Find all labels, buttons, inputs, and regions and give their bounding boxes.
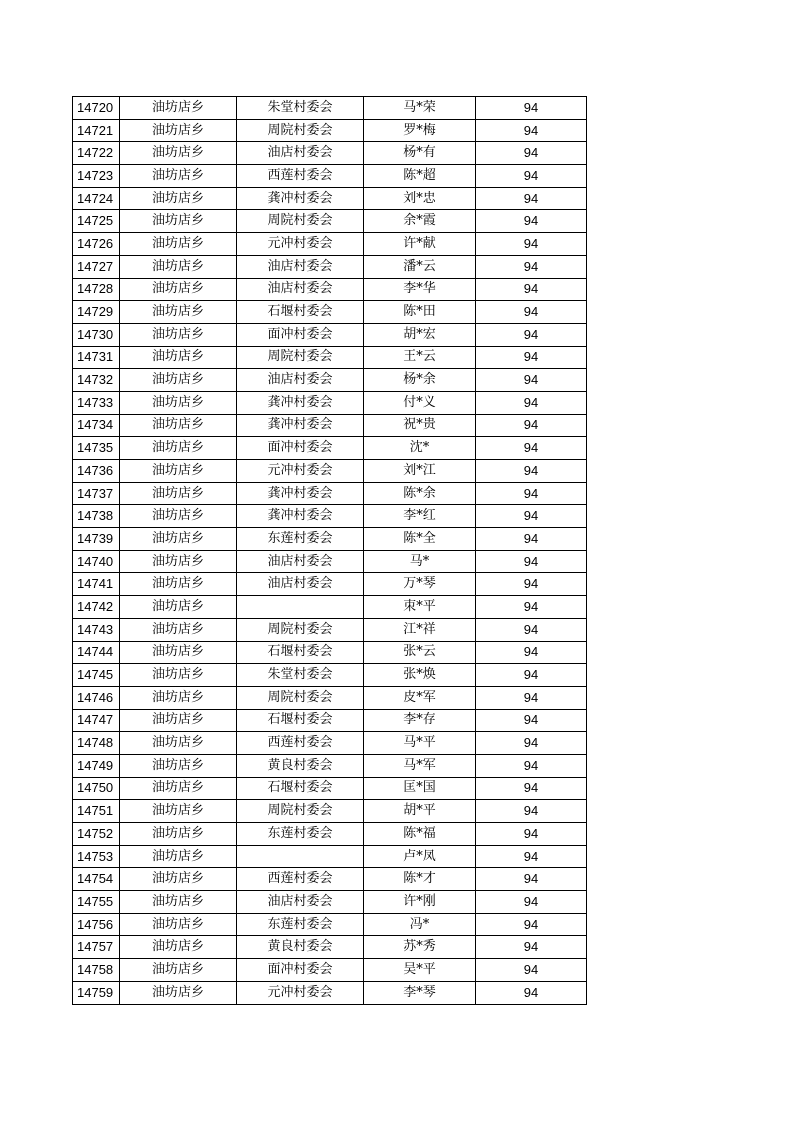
town-cell: 油坊店乡	[120, 936, 237, 959]
table-row	[73, 845, 587, 868]
person-name-cell: 胡*平	[364, 800, 476, 823]
row-id-cell: 14732	[73, 369, 120, 392]
town-cell: 油坊店乡	[120, 437, 237, 460]
table-row	[73, 210, 587, 233]
person-name-cell: 江*祥	[364, 618, 476, 641]
town-cell: 油坊店乡	[120, 346, 237, 369]
row-id-cell: 14734	[73, 414, 120, 437]
table-row	[73, 732, 587, 755]
row-id-cell: 14729	[73, 301, 120, 324]
village-committee-cell: 周院村委会	[237, 346, 364, 369]
village-committee-cell: 龚冲村委会	[237, 505, 364, 528]
town-cell: 油坊店乡	[120, 528, 237, 551]
row-id-cell: 14740	[73, 550, 120, 573]
table-row	[73, 913, 587, 936]
row-id-cell: 14756	[73, 913, 120, 936]
row-id-cell: 14754	[73, 868, 120, 891]
row-id-cell: 14721	[73, 119, 120, 142]
score-cell: 94	[476, 301, 587, 324]
row-id-cell: 14737	[73, 482, 120, 505]
town-cell: 油坊店乡	[120, 913, 237, 936]
table-row	[73, 233, 587, 256]
score-cell: 94	[476, 823, 587, 846]
person-name-cell: 潘*云	[364, 255, 476, 278]
person-name-cell: 苏*秀	[364, 936, 476, 959]
table-row	[73, 709, 587, 732]
table-row	[73, 142, 587, 165]
table-row	[73, 528, 587, 551]
town-cell: 油坊店乡	[120, 868, 237, 891]
village-committee-cell: 油店村委会	[237, 891, 364, 914]
row-id-cell: 14758	[73, 959, 120, 982]
town-cell: 油坊店乡	[120, 119, 237, 142]
village-committee-cell: 石堰村委会	[237, 709, 364, 732]
table-row	[73, 981, 587, 1004]
score-cell: 94	[476, 187, 587, 210]
table-row	[73, 686, 587, 709]
score-cell: 94	[476, 505, 587, 528]
table-row	[73, 187, 587, 210]
table-row	[73, 754, 587, 777]
row-id-cell: 14728	[73, 278, 120, 301]
person-name-cell: 马*	[364, 550, 476, 573]
score-cell: 94	[476, 732, 587, 755]
score-cell: 94	[476, 391, 587, 414]
town-cell: 油坊店乡	[120, 891, 237, 914]
village-committee-cell: 元冲村委会	[237, 981, 364, 1004]
table-row	[73, 437, 587, 460]
table-row	[73, 119, 587, 142]
row-id-cell: 14749	[73, 754, 120, 777]
village-committee-cell: 西莲村委会	[237, 732, 364, 755]
village-committee-cell: 东莲村委会	[237, 913, 364, 936]
table-body	[73, 97, 587, 1005]
person-name-cell: 杨*余	[364, 369, 476, 392]
town-cell: 油坊店乡	[120, 278, 237, 301]
row-id-cell: 14727	[73, 255, 120, 278]
score-cell: 94	[476, 437, 587, 460]
row-id-cell: 14755	[73, 891, 120, 914]
person-name-cell: 马*军	[364, 754, 476, 777]
row-id-cell: 14751	[73, 800, 120, 823]
table-row	[73, 596, 587, 619]
village-committee-cell: 周院村委会	[237, 618, 364, 641]
person-name-cell: 马*平	[364, 732, 476, 755]
village-committee-cell: 油店村委会	[237, 573, 364, 596]
person-name-cell: 马*荣	[364, 97, 476, 120]
person-name-cell: 杨*有	[364, 142, 476, 165]
village-committee-cell: 周院村委会	[237, 686, 364, 709]
row-id-cell: 14723	[73, 165, 120, 188]
score-cell: 94	[476, 596, 587, 619]
town-cell: 油坊店乡	[120, 777, 237, 800]
village-committee-cell: 龚冲村委会	[237, 414, 364, 437]
row-id-cell: 14736	[73, 460, 120, 483]
village-committee-cell	[237, 596, 364, 619]
score-cell: 94	[476, 414, 587, 437]
town-cell: 油坊店乡	[120, 301, 237, 324]
score-cell: 94	[476, 891, 587, 914]
score-cell: 94	[476, 210, 587, 233]
row-id-cell: 14722	[73, 142, 120, 165]
town-cell: 油坊店乡	[120, 550, 237, 573]
score-cell: 94	[476, 936, 587, 959]
table-row	[73, 664, 587, 687]
table-row	[73, 959, 587, 982]
village-committee-cell: 油店村委会	[237, 142, 364, 165]
town-cell: 油坊店乡	[120, 823, 237, 846]
score-cell: 94	[476, 233, 587, 256]
village-committee-cell: 西莲村委会	[237, 165, 364, 188]
score-cell: 94	[476, 346, 587, 369]
town-cell: 油坊店乡	[120, 573, 237, 596]
town-cell: 油坊店乡	[120, 369, 237, 392]
score-cell: 94	[476, 664, 587, 687]
town-cell: 油坊店乡	[120, 981, 237, 1004]
village-committee-cell: 周院村委会	[237, 210, 364, 233]
score-cell: 94	[476, 754, 587, 777]
score-cell: 94	[476, 97, 587, 120]
table-row	[73, 936, 587, 959]
village-committee-cell: 油店村委会	[237, 255, 364, 278]
row-id-cell: 14750	[73, 777, 120, 800]
person-name-cell: 陈*余	[364, 482, 476, 505]
town-cell: 油坊店乡	[120, 460, 237, 483]
row-id-cell: 14735	[73, 437, 120, 460]
person-name-cell: 万*琴	[364, 573, 476, 596]
table-row	[73, 323, 587, 346]
village-committee-cell: 龚冲村委会	[237, 482, 364, 505]
town-cell: 油坊店乡	[120, 596, 237, 619]
town-cell: 油坊店乡	[120, 210, 237, 233]
row-id-cell: 14747	[73, 709, 120, 732]
score-cell: 94	[476, 482, 587, 505]
person-name-cell: 许*献	[364, 233, 476, 256]
row-id-cell: 14744	[73, 641, 120, 664]
score-cell: 94	[476, 165, 587, 188]
village-committee-cell: 黄良村委会	[237, 936, 364, 959]
row-id-cell: 14731	[73, 346, 120, 369]
score-cell: 94	[476, 981, 587, 1004]
table-row	[73, 278, 587, 301]
score-cell: 94	[476, 323, 587, 346]
table-row	[73, 641, 587, 664]
person-name-cell: 祝*贵	[364, 414, 476, 437]
person-name-cell: 吴*平	[364, 959, 476, 982]
person-name-cell: 陈*田	[364, 301, 476, 324]
row-id-cell: 14725	[73, 210, 120, 233]
person-name-cell: 朿*平	[364, 596, 476, 619]
town-cell: 油坊店乡	[120, 686, 237, 709]
person-name-cell: 胡*宏	[364, 323, 476, 346]
person-name-cell: 陈*超	[364, 165, 476, 188]
village-committee-cell: 油店村委会	[237, 550, 364, 573]
score-cell: 94	[476, 142, 587, 165]
town-cell: 油坊店乡	[120, 323, 237, 346]
village-committee-cell: 朱堂村委会	[237, 664, 364, 687]
person-name-cell: 许*刚	[364, 891, 476, 914]
person-name-cell: 张*云	[364, 641, 476, 664]
table-row	[73, 165, 587, 188]
row-id-cell: 14730	[73, 323, 120, 346]
score-cell: 94	[476, 369, 587, 392]
table-row	[73, 823, 587, 846]
score-cell: 94	[476, 278, 587, 301]
village-committee-cell: 东莲村委会	[237, 823, 364, 846]
score-cell: 94	[476, 528, 587, 551]
table-row	[73, 301, 587, 324]
village-committee-cell: 朱堂村委会	[237, 97, 364, 120]
town-cell: 油坊店乡	[120, 187, 237, 210]
table-row	[73, 891, 587, 914]
row-id-cell: 14724	[73, 187, 120, 210]
town-cell: 油坊店乡	[120, 754, 237, 777]
score-cell: 94	[476, 686, 587, 709]
town-cell: 油坊店乡	[120, 845, 237, 868]
table-row	[73, 505, 587, 528]
table-row	[73, 255, 587, 278]
score-cell: 94	[476, 800, 587, 823]
table-row	[73, 573, 587, 596]
town-cell: 油坊店乡	[120, 391, 237, 414]
person-name-cell: 刘*江	[364, 460, 476, 483]
village-committee-cell: 元冲村委会	[237, 233, 364, 256]
row-id-cell: 14739	[73, 528, 120, 551]
row-id-cell: 14720	[73, 97, 120, 120]
village-committee-cell: 面冲村委会	[237, 959, 364, 982]
person-name-cell: 李*琴	[364, 981, 476, 1004]
table-row	[73, 460, 587, 483]
town-cell: 油坊店乡	[120, 165, 237, 188]
row-id-cell: 14746	[73, 686, 120, 709]
village-committee-cell	[237, 845, 364, 868]
score-cell: 94	[476, 868, 587, 891]
score-cell: 94	[476, 845, 587, 868]
table-row	[73, 369, 587, 392]
village-committee-cell: 面冲村委会	[237, 437, 364, 460]
person-name-cell: 陈*才	[364, 868, 476, 891]
table-row	[73, 777, 587, 800]
row-id-cell: 14738	[73, 505, 120, 528]
town-cell: 油坊店乡	[120, 482, 237, 505]
row-id-cell: 14757	[73, 936, 120, 959]
village-committee-cell: 面冲村委会	[237, 323, 364, 346]
village-committee-cell: 龚冲村委会	[237, 391, 364, 414]
village-committee-cell: 龚冲村委会	[237, 187, 364, 210]
table-row	[73, 97, 587, 120]
person-name-cell: 王*云	[364, 346, 476, 369]
village-committee-cell: 石堰村委会	[237, 777, 364, 800]
row-id-cell: 14743	[73, 618, 120, 641]
town-cell: 油坊店乡	[120, 142, 237, 165]
person-name-cell: 冯*	[364, 913, 476, 936]
row-id-cell: 14726	[73, 233, 120, 256]
table-row	[73, 550, 587, 573]
table-row	[73, 414, 587, 437]
village-committee-cell: 黄良村委会	[237, 754, 364, 777]
village-committee-cell: 油店村委会	[237, 369, 364, 392]
row-id-cell: 14733	[73, 391, 120, 414]
village-committee-cell: 西莲村委会	[237, 868, 364, 891]
person-name-cell: 李*华	[364, 278, 476, 301]
person-name-cell: 卢*凤	[364, 845, 476, 868]
row-id-cell: 14748	[73, 732, 120, 755]
village-committee-cell: 东莲村委会	[237, 528, 364, 551]
town-cell: 油坊店乡	[120, 233, 237, 256]
person-name-cell: 余*霞	[364, 210, 476, 233]
town-cell: 油坊店乡	[120, 505, 237, 528]
town-cell: 油坊店乡	[120, 97, 237, 120]
table-row	[73, 482, 587, 505]
person-name-cell: 匡*国	[364, 777, 476, 800]
row-id-cell: 14753	[73, 845, 120, 868]
town-cell: 油坊店乡	[120, 664, 237, 687]
person-name-cell: 罗*梅	[364, 119, 476, 142]
score-cell: 94	[476, 777, 587, 800]
table-row	[73, 391, 587, 414]
row-id-cell: 14741	[73, 573, 120, 596]
score-cell: 94	[476, 573, 587, 596]
person-name-cell: 皮*军	[364, 686, 476, 709]
person-name-cell: 刘*忠	[364, 187, 476, 210]
row-id-cell: 14752	[73, 823, 120, 846]
town-cell: 油坊店乡	[120, 641, 237, 664]
score-cell: 94	[476, 959, 587, 982]
person-name-cell: 陈*福	[364, 823, 476, 846]
person-name-cell: 张*焕	[364, 664, 476, 687]
score-cell: 94	[476, 641, 587, 664]
table-row	[73, 618, 587, 641]
village-committee-cell: 石堰村委会	[237, 641, 364, 664]
town-cell: 油坊店乡	[120, 414, 237, 437]
row-id-cell: 14745	[73, 664, 120, 687]
person-name-cell: 沈*	[364, 437, 476, 460]
village-committee-cell: 周院村委会	[237, 119, 364, 142]
row-id-cell: 14759	[73, 981, 120, 1004]
village-committee-cell: 油店村委会	[237, 278, 364, 301]
town-cell: 油坊店乡	[120, 800, 237, 823]
score-cell: 94	[476, 550, 587, 573]
person-name-cell: 付*义	[364, 391, 476, 414]
village-committee-cell: 元冲村委会	[237, 460, 364, 483]
person-name-cell: 陈*全	[364, 528, 476, 551]
village-committee-cell: 周院村委会	[237, 800, 364, 823]
table-row	[73, 346, 587, 369]
score-cell: 94	[476, 119, 587, 142]
town-cell: 油坊店乡	[120, 255, 237, 278]
score-cell: 94	[476, 913, 587, 936]
score-cell: 94	[476, 460, 587, 483]
table-row	[73, 800, 587, 823]
score-cell: 94	[476, 255, 587, 278]
person-name-cell: 李*红	[364, 505, 476, 528]
score-cell: 94	[476, 618, 587, 641]
town-cell: 油坊店乡	[120, 959, 237, 982]
data-table	[72, 96, 587, 1005]
town-cell: 油坊店乡	[120, 732, 237, 755]
town-cell: 油坊店乡	[120, 709, 237, 732]
person-name-cell: 李*存	[364, 709, 476, 732]
table-row	[73, 868, 587, 891]
row-id-cell: 14742	[73, 596, 120, 619]
town-cell: 油坊店乡	[120, 618, 237, 641]
score-cell: 94	[476, 709, 587, 732]
village-committee-cell: 石堰村委会	[237, 301, 364, 324]
